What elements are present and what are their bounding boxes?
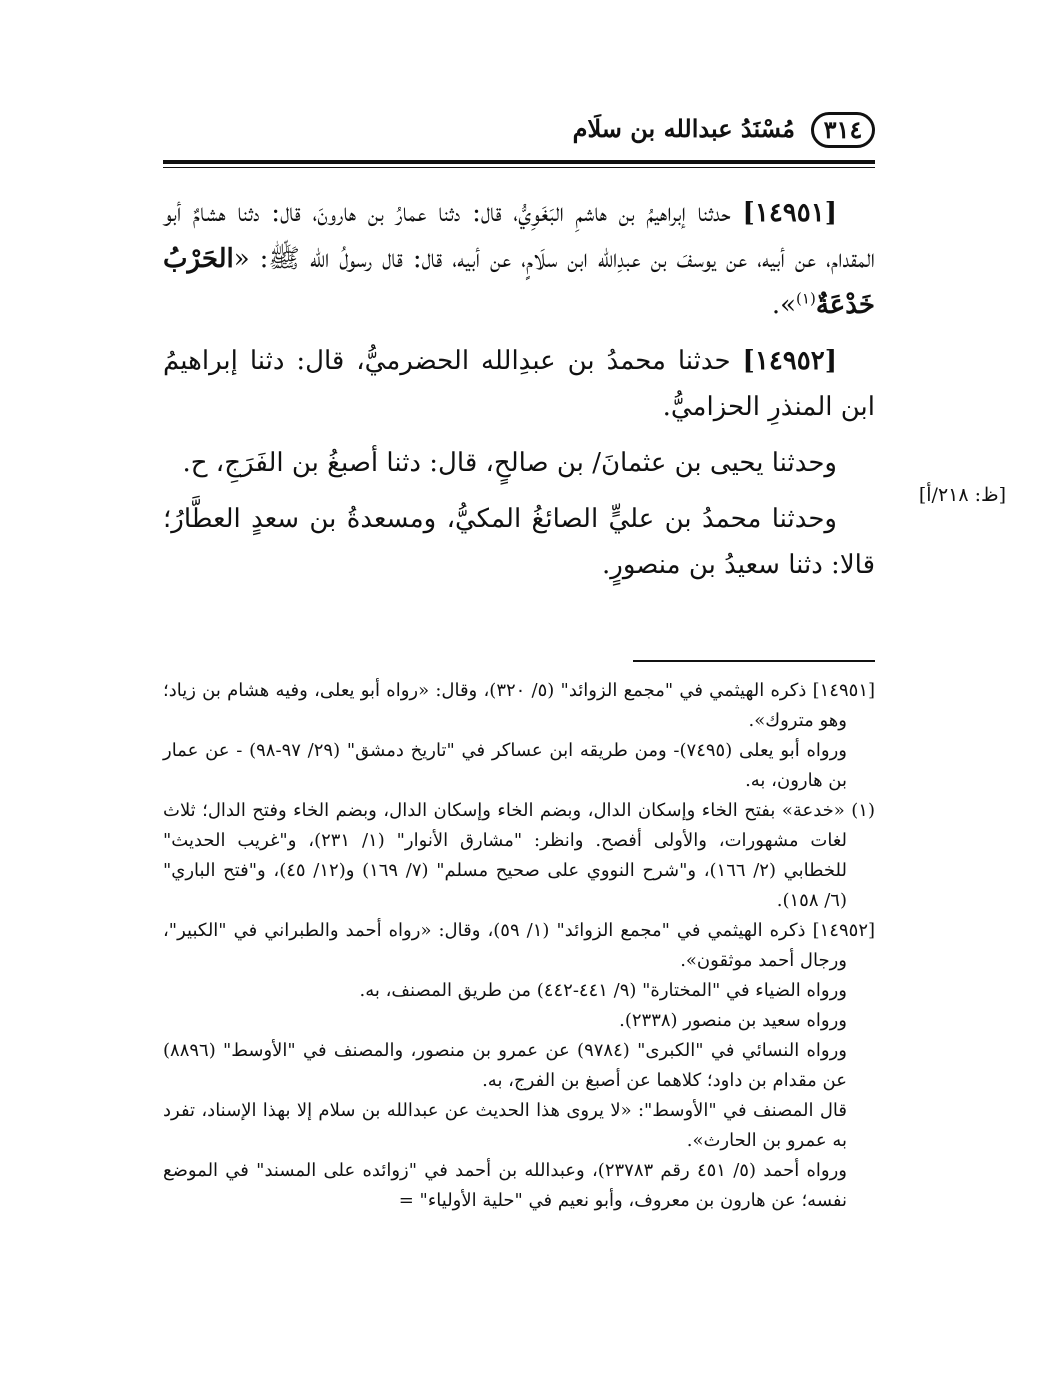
page-number: ٣١٤: [811, 112, 875, 148]
footnote: ورواه سعيد بن منصور (٢٣٣٨).: [619, 1010, 847, 1031]
footnote: [١٤٩٥٢] ذكره الهيثمي في "مجمع الزوائد" (١/ ٥٩)، وقال: «رواه أحمد والطبراني في "الكبير"، ورجال أحمد موثقون».: [163, 920, 876, 971]
hadith-text: حدثنا محمدُ بن عبدِالله الحضرميُّ، قال: دثنا إبراهيمُ ابن المنذرِ الحزاميُّ.: [163, 346, 875, 422]
header-rule-thin: [163, 167, 875, 168]
hadith-text: حدثنا إبراهيمُ بن هاشمِ البَغَوِيُّ، قال: دثنا عمارُ بن هارونَ، قال: دثنا هشامٌ أبو المقدام، عن أبيه، عن يوسفَ بن عبدِالله ابن سلَامٍ، عن أبيه، قال: قال رسولُ الله ﷺ: «: [163, 198, 875, 274]
footnote-separator: [633, 660, 875, 662]
footnote: قال المصنف في "الأوسط": «لا يروى هذا الحديث عن عبدالله بن سلام إلا بهذا الإسناد، تفرد به عمرو بن الحارث».: [163, 1100, 847, 1151]
footnote: (١) «خدعة» بفتح الخاء وإسكان الدال، وبضم الخاء وإسكان الدال، وبضم الخاء وفتح الدال؛ ثلاث لغات مشهورات، والأولى أفصح. وانظر: "مشارق الأنوار" (١/ ٢٣١)، و"غريب الحديث" للخطابي (٢/ ١٦٦)، و"شرح النووي على صحيح مسلم" (٧/ ١٦٩) و(١٢/ ٤٥)، و"فتح الباري" (٦/ ١٥٨).: [163, 800, 875, 911]
hadith-14951: [163, 190, 875, 328]
footnote-marker[interactable]: (١): [796, 289, 816, 308]
hadith-number: [١٤٩٥١]: [742, 198, 837, 228]
prophet-quote: الحَرْبُ خَدْعَةٌ: [163, 244, 875, 320]
footnote: ورواه أحمد (٥/ ٤٥١ رقم ٢٣٧٨٣)، وعبدالله بن أحمد في "زوائده على المسند" في الموضع نفسه؛ عن هارون بن معروف، وأبو نعيم في "حلية الأولياء" =: [163, 1160, 847, 1211]
chain-paragraph: وحدثنا محمدُ بن عليٍّ الصائغُ المكيُّ، ومسعدةُ بن سعدٍ العطَّارُ؛ قالا: دثنا سعيدُ بن منصورٍ.: [163, 504, 875, 580]
manuscript-folio-note: [ظ: ٢١٨/أ]: [918, 484, 1006, 506]
main-text: [163, 190, 875, 598]
header-rule-thick: [163, 160, 875, 164]
footnote: ورواه أبو يعلى (٧٤٩٥)- ومن طريقه ابن عساكر في "تاريخ دمشق" (٢٩/ ٩٧-٩٨) - عن عمار بن هارون، به.: [163, 740, 847, 791]
hadith-text-end: ».: [771, 290, 797, 320]
chain-paragraph: وحدثنا يحيى بن عثمانَ/ بن صالحٍ، قال: دثنا أصبغُ بن الفَرَجِ، ح.: [182, 448, 837, 478]
hadith-number: [١٤٩٥٢]: [742, 346, 837, 376]
footnotes: [163, 676, 875, 1216]
footnote: [١٤٩٥١] ذكره الهيثمي في "مجمع الزوائد" (٥/ ٣٢٠)، وقال: «رواه أبو يعلى، وفيه هشام بن زياد؛ وهو متروك».: [163, 680, 876, 731]
footnote: ورواه الضياء في "المختارة" (٩/ ٤٤١-٤٤٢) من طريق المصنف، به.: [359, 980, 847, 1001]
running-title: مُسْنَدُ عبدالله بن سلَام: [572, 114, 795, 143]
footnote: ورواه النسائي في "الكبرى" (٩٧٨٤) عن عمرو بن منصور، والمصنف في "الأوسط" (٨٨٩٦) عن مقدام بن داود؛ كلاهما عن أصبغ بن الفرج، به.: [163, 1040, 848, 1091]
page-header: [163, 108, 875, 154]
hadith-14952: [163, 338, 875, 430]
